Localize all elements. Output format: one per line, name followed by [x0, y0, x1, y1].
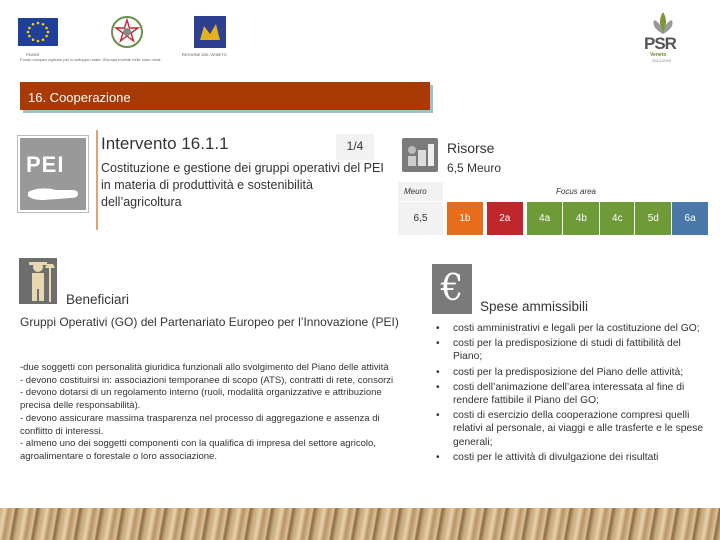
list-item: • costi per la predisposizione di studi di fattibilità del Piano; [434, 337, 710, 363]
eu-flag-icon [18, 18, 58, 46]
meuro-header: Meuro [398, 182, 444, 202]
list-item: • costi per le attività di divulgazione dei risultati [434, 451, 710, 464]
focus-area-1b: 1b [447, 202, 484, 236]
table-header-row [398, 182, 709, 202]
risorse-amount: 6,5 Meuro [447, 161, 502, 175]
focus-area-5d: 5d [635, 202, 672, 236]
coins-icon [402, 138, 438, 172]
requirement-line: - devono assicurare massima trasparenza nel processo di aggregazione e assenza di conflitto di interessi. [20, 412, 380, 437]
wheat-footer-image [0, 508, 720, 540]
farmer-icon [19, 258, 57, 304]
intervento-title: Intervento 16.1.1 [101, 134, 229, 153]
focus-area-4c: 4c [600, 202, 635, 236]
eu-caption: FEASR [26, 52, 40, 57]
requirement-line: -due soggetti con personalità giuridica funzionali allo svolgimento del Piano delle attività [20, 362, 389, 373]
requirement-line: - devono costituirsi in: associazioni temporanee di scopo (ATS), contratti di rete, consorzi [20, 374, 394, 386]
euro-icon: € [432, 264, 472, 314]
section-title: 16. Cooperazione [28, 90, 131, 105]
focus-area-table [397, 181, 709, 236]
fund-caption: Fondo europeo agricolo per lo sviluppo rurale: l'Europa investe nelle zone rurali [20, 57, 161, 62]
intervento-divider [96, 130, 98, 230]
risorse-title: Risorse [447, 140, 495, 156]
pei-icon [18, 136, 88, 212]
requirement-line: - almeno uno dei soggetti componenti con la qualifica di impresa del settore agricolo, agroalimentare o forestale o loro associazione. [20, 438, 376, 462]
hand-icon [26, 184, 80, 202]
intervento-description: Costituzione e gestione dei gruppi operativi del PEI in materia di produttività e sostenibilità dell’agricoltura [101, 161, 384, 209]
table-row [398, 202, 709, 236]
list-item: • costi di esercizio della cooperazione compresi quelli relativi al personale, ai viaggi e alle trasferte e le spese generali; [434, 409, 710, 449]
focus-area-2a: 2a [486, 202, 523, 236]
list-item: • costi amministrativi e legali per la costituzione del GO; [434, 322, 710, 335]
beneficiari-requirements [20, 362, 406, 464]
psr-region: Veneto [650, 52, 667, 58]
veneto-crest-icon [192, 14, 228, 50]
focus-area-6a: 6a [672, 202, 709, 236]
spese-list [434, 322, 710, 466]
crest-caption: REGIONE DEL VENETO [182, 52, 227, 57]
list-item: • costi dell’animazione dell’area interessata al fine di rendere fattibile il Piano del GO; [434, 381, 710, 407]
pei-icon-label: PEI [26, 152, 65, 177]
list-item: • costi per la predisposizione del Piano delle attività; [434, 366, 710, 379]
intervento-count-badge: 1/4 [336, 134, 374, 160]
beneficiari-title: Beneficiari [66, 292, 130, 307]
meuro-value: 6,5 [398, 202, 444, 236]
requirement-line: - devono dotarsi di un regolamento interno (ruoli, modalità organizzative e attribuzione precisa delle responsabilità). [20, 387, 382, 412]
psr-years: 2014-2020 [652, 58, 672, 63]
spese-title: Spese ammissibili [480, 299, 589, 314]
focus-area-header: Focus area [444, 182, 709, 202]
focus-area-4a: 4a [526, 202, 563, 236]
beneficiari-subtitle: Gruppi Operativi (GO) del Partenariato Europeo per l’Innovazione (PEI) [20, 315, 399, 329]
section-header [20, 82, 430, 110]
italian-emblem-icon [110, 14, 144, 50]
psr-logo-text: PSR [644, 34, 676, 53]
focus-area-4b: 4b [563, 202, 600, 236]
